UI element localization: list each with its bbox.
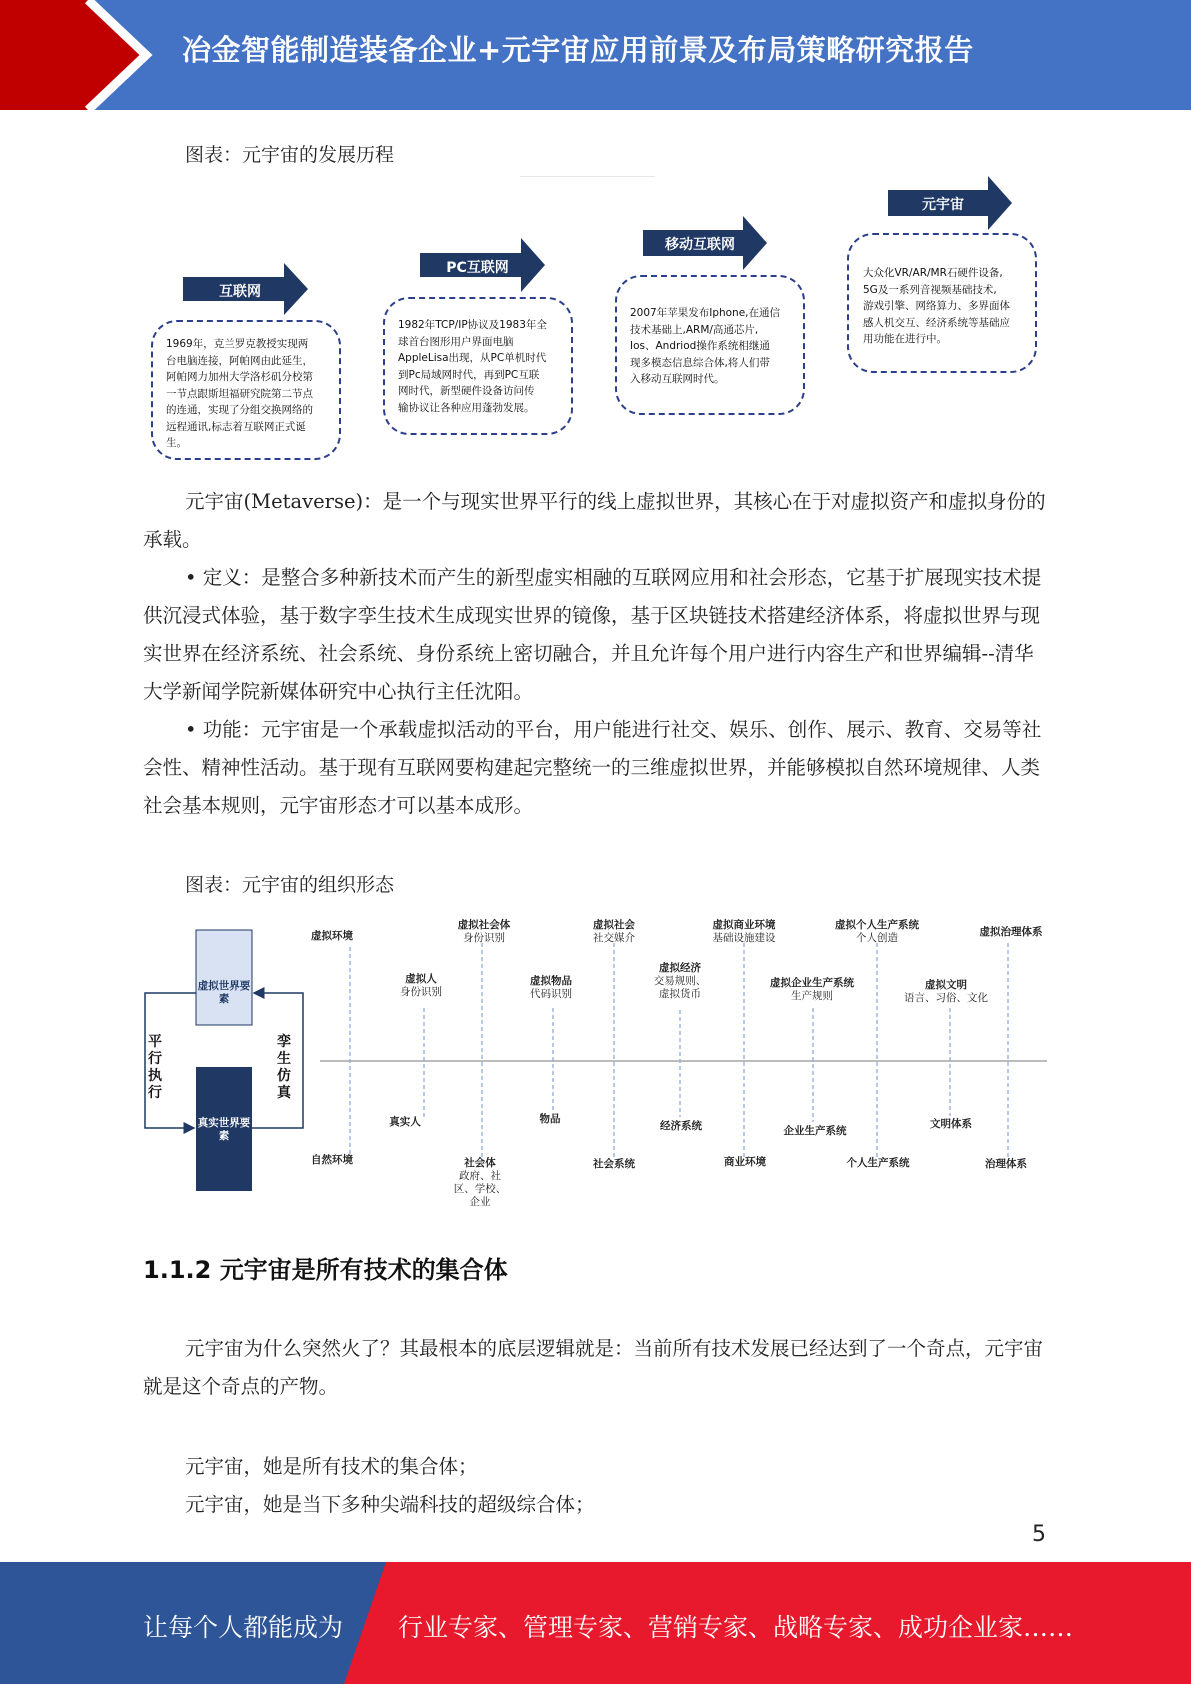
diagram-label: 经济系统 xyxy=(660,1120,702,1132)
body-text xyxy=(143,1330,1048,1406)
text-line: 元宇宙，她是当下多种尖端科技的超级综合体； xyxy=(185,1493,595,1516)
diagram-label: 虚拟人 身份识别 xyxy=(400,973,442,998)
diagram-label: 文明体系 xyxy=(930,1118,972,1130)
stage-label-internet: 互联网 xyxy=(219,284,261,300)
diagram-label: 社会体 政府、社区、学校、企业 xyxy=(453,1157,507,1208)
diagram-label: 虚拟社会 社交媒介 xyxy=(593,919,635,944)
diagram-label: 虚拟企业生产系统 生产规则 xyxy=(770,977,854,1002)
parallel-execution-label: 平行执行 xyxy=(148,1034,162,1101)
paragraph: • 定义：是整合多种新技术而产生的新型虚实相融的互联网应用和社会形态，它基于扩展现实技术提供沉浸式体验，基于数字孪生技术生成现实世界的镜像，基于区块链技术搭建经济体系，将虚拟世界与现实世界在经济系统、社会系统、身份系统上密切融合，并且允许每个用户进行内容生产和世界编辑--清华大学新闻学院新媒体研究中心执行主任沈阳。 xyxy=(143,566,1042,703)
diagram-label: 虚拟环境 xyxy=(311,930,353,942)
stage-label-pc-internet: PC互联网 xyxy=(446,260,509,276)
diagram-label: 社会系统 xyxy=(593,1158,635,1170)
footer-slogan: 让每个人都能成为 xyxy=(143,1613,344,1642)
stage-box-metaverse: 大众化VR/AR/MR石硬件设备, 5G及一系列音视频基础技术, 游戏引擎、网络算力、多界面体 感人机交互、经济系统等基础应 用功能在进行中。 xyxy=(847,233,1037,373)
section-heading: 1.1.2 元宇宙是所有技术的集合体 xyxy=(143,1256,508,1284)
diagram-label: 虚拟文明 语言、习俗、文化 xyxy=(904,979,988,1004)
page-number: 5 xyxy=(1032,1522,1046,1547)
diagram-label: 虚拟个人生产系统 个人创造 xyxy=(835,919,919,944)
virtual-world-box: 虚拟世界要素 xyxy=(197,980,251,1005)
diagram-label: 虚拟经济 交易规则、虚拟货币 xyxy=(653,962,707,1000)
diagram-label: 商业环境 xyxy=(724,1156,766,1168)
paragraph: • 功能：元宇宙是一个承载虚拟活动的平台，用户能进行社交、娱乐、创作、展示、教育、交易等社会性、精神性活动。基于现有互联网要构建起完整统一的三维虚拟世界，并能够模拟自然环境规律、人类社会基本规则，元宇宙形态才可以基本成形。 xyxy=(143,718,1042,817)
paragraph: 元宇宙(Metaverse)：是一个与现实世界平行的线上虚拟世界，其核心在于对虚拟资产和虚拟身份的承载。 xyxy=(143,490,1046,551)
figure-caption: 图表：元宇宙的发展历程 xyxy=(185,144,395,166)
diagram-label: 企业生产系统 xyxy=(783,1125,847,1137)
text-line: 元宇宙，她是所有技术的集合体； xyxy=(185,1455,478,1478)
diagram-label: 真实人 xyxy=(389,1116,421,1128)
stage-label-mobile-internet: 移动互联网 xyxy=(665,237,735,253)
diagram-label: 虚拟物品 代码识别 xyxy=(530,975,572,1000)
stage-box-pc-internet: 1982年TCP/IP协议及1983年全 球首台图形用户界面电脑 AppleLisa出现，从PC单机时代 到Pc局域网时代，再到PC互联 网时代，新型硬件设备访问传 输协议让各种应用蓬勃发展。 xyxy=(383,297,573,435)
paragraph: 元宇宙为什么突然火了？其最根本的底层逻辑就是：当前所有技术发展已经达到了一个奇点，元宇宙就是这个奇点的产物。 xyxy=(143,1337,1044,1398)
stage-box-mobile-internet: 2007年苹果发布Iphone,在通信 技术基础上,ARM/高通芯片, Ios、Andriod操作系统相继通 现多模态信息综合体,将人们带 入移动互联网时代。 xyxy=(615,275,805,415)
diagram-label: 治理体系 xyxy=(985,1158,1027,1170)
diagram-label: 个人生产系统 xyxy=(846,1157,910,1169)
footer-tagline: 行业专家、管理专家、营销专家、战略专家、成功企业家…… xyxy=(398,1613,1074,1642)
diagram-label: 虚拟商业环境 基础设施建设 xyxy=(712,919,776,944)
figure-caption: 图表：元宇宙的组织形态 xyxy=(185,874,395,896)
real-world-box: 真实世界要素 xyxy=(197,1117,251,1142)
diagram-label: 虚拟治理体系 xyxy=(979,926,1043,938)
diagram-label: 自然环境 xyxy=(311,1154,353,1166)
stage-label-metaverse: 元宇宙 xyxy=(922,197,964,213)
diagram-label: 物品 xyxy=(539,1113,561,1125)
report-title: 冶金智能制造装备企业+元宇宙应用前景及布局策略研究报告 xyxy=(182,33,974,67)
twin-simulation-label: 孪生仿真 xyxy=(277,1034,291,1101)
intro-text xyxy=(143,483,1048,825)
diagram-label: 虚拟社会体 身份识别 xyxy=(457,919,511,944)
stage-box-internet: 1969年，克兰罗克教授实现两 台电脑连接，阿帕网由此延生， 阿帕网力加州大学洛杉矶分校第 一节点跟斯坦福研究院第二节点 的连通，实现了分组交换网络的 远程通讯,标志着互联网正式诞 生。 xyxy=(151,320,341,460)
